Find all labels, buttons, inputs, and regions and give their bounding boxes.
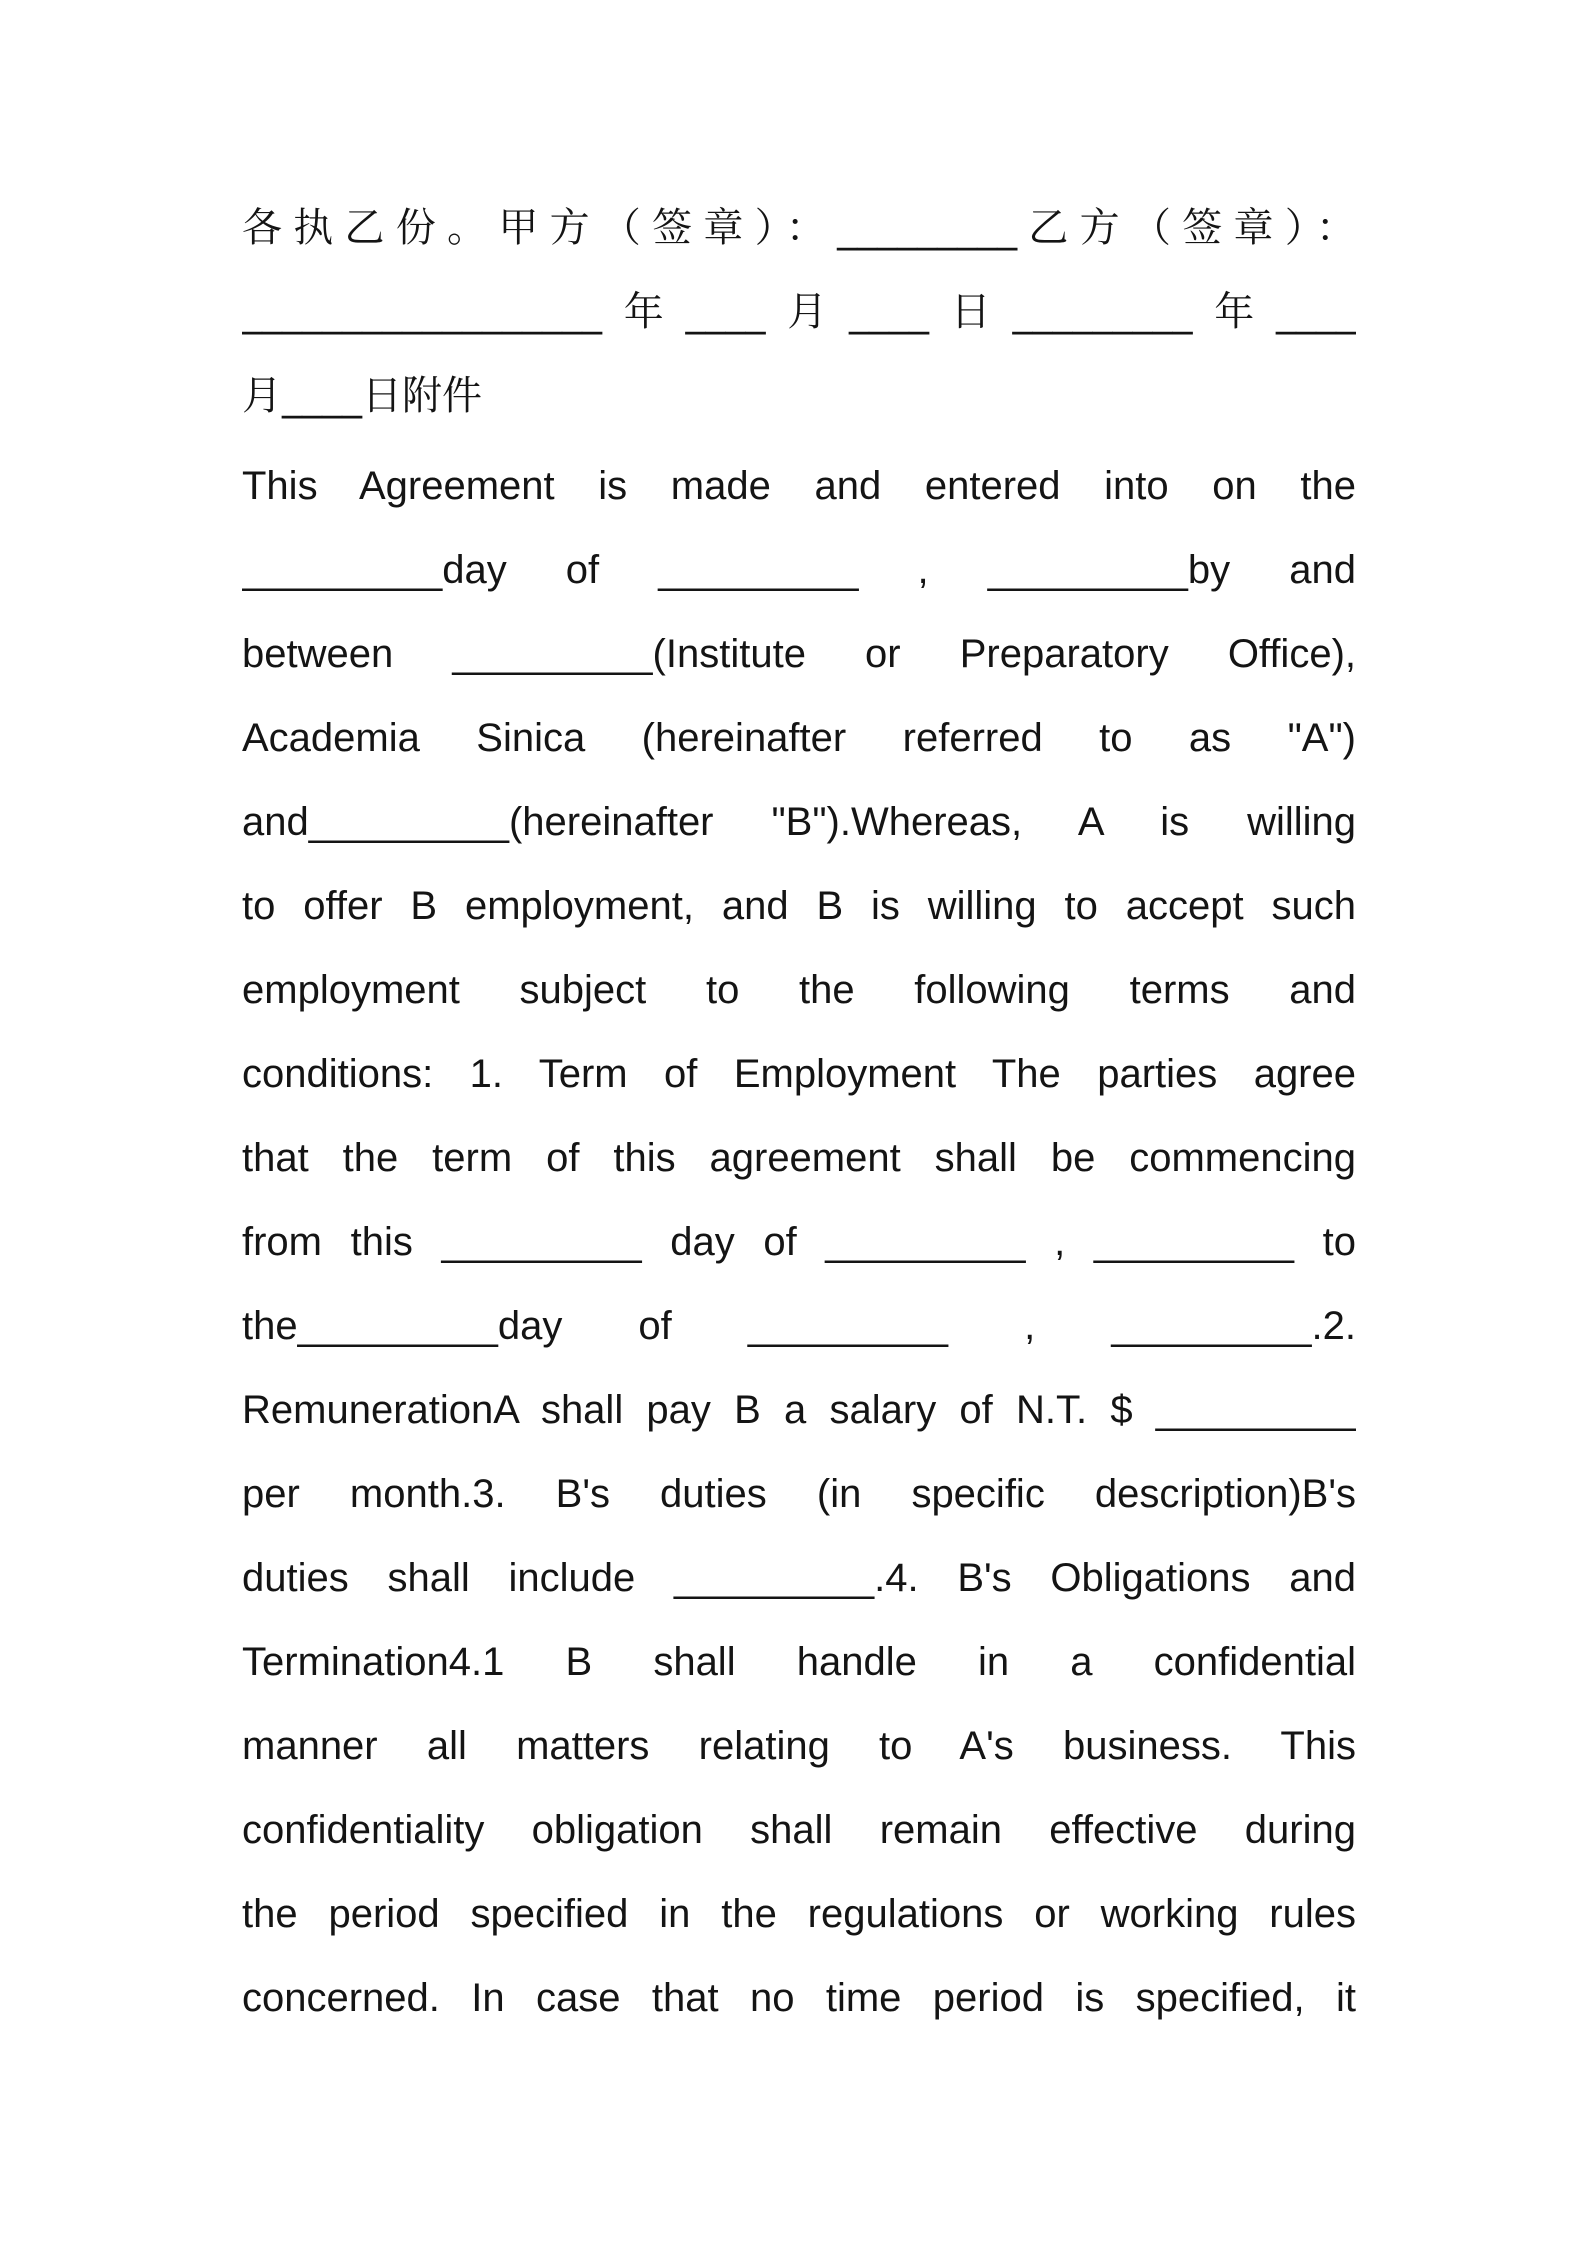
text-line: This Agreement is made and entered into on the — [242, 464, 1356, 508]
text-line: conditions: 1. Term of Employment The parties agree — [242, 1052, 1356, 1096]
text-line: per month.3. B's duties (in specific description)B's — [242, 1472, 1356, 1516]
text-line: and_________(hereinafter "B").Whereas, A is willing — [242, 800, 1356, 844]
agreement-paragraph — [242, 444, 1356, 2040]
text-line: manner all matters relating to A's business. This — [242, 1724, 1356, 1768]
text-line: _________day of _________ , _________by and — [242, 548, 1356, 592]
text-line: Academia Sinica (hereinafter referred to as "A") — [242, 716, 1356, 760]
text-line: 月____日附件 — [242, 373, 482, 419]
text-line: Termination4.1 B shall handle in a confidential — [242, 1640, 1356, 1684]
text-line: the_________day of _________ , _________.2. — [242, 1304, 1356, 1348]
text-line: duties shall include _________.4. B's Obligations and — [242, 1556, 1356, 1600]
text-line: the period specified in the regulations or working rules — [242, 1892, 1356, 1936]
text-line: concerned. In case that no time period is specified, it — [242, 1976, 1356, 2020]
text-line: confidentiality obligation shall remain effective during — [242, 1808, 1356, 1852]
text-line: between _________(Institute or Preparatory Office), — [242, 632, 1356, 676]
text-line: RemunerationA shall pay B a salary of N.T. $ _________ — [242, 1388, 1356, 1432]
text-line: employment subject to the following terms and — [242, 968, 1356, 1012]
chinese-signature-paragraph — [242, 186, 1356, 438]
text-line: to offer B employment, and B is willing to accept such — [242, 884, 1356, 928]
text-line: from this _________ day of _________ , _________ to — [242, 1220, 1356, 1264]
text-line: __________________年____月____日_________年____ — [242, 289, 1356, 335]
text-line: that the term of this agreement shall be commencing — [242, 1136, 1356, 1180]
text-line: 各执乙份。甲方（签章）：_________乙方（签章）： — [242, 205, 1356, 251]
